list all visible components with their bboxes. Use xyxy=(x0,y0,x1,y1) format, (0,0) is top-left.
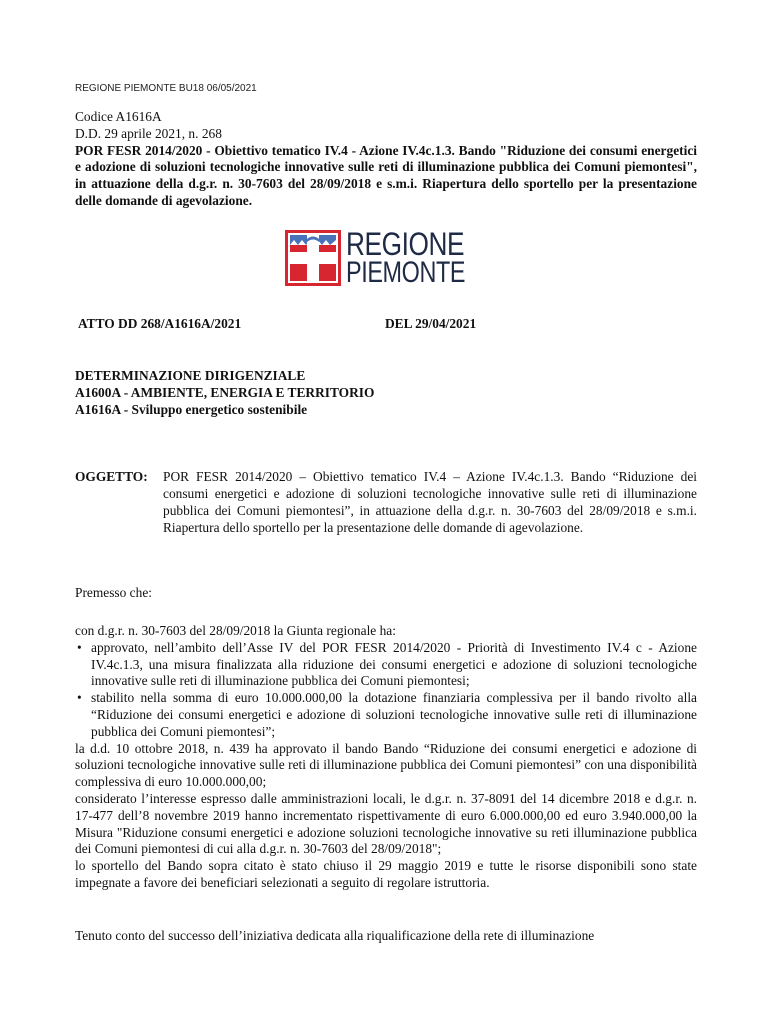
list-item xyxy=(75,690,697,740)
bullet-icon: • xyxy=(77,639,82,655)
logo-word-piemonte: PIEMONTE xyxy=(346,256,466,289)
body-intro: con d.g.r. n. 30-7603 del 28/09/2018 la Giunta regionale ha: xyxy=(75,623,396,638)
determinazione-block xyxy=(75,368,697,418)
bullet-list xyxy=(75,640,697,741)
oggetto-label: OGGETTO: xyxy=(75,469,148,484)
codice-line: Codice A1616A xyxy=(75,109,162,124)
body-text xyxy=(75,623,697,892)
oggetto-text: POR FESR 2014/2020 – Obiettivo tematico IV.4 – Azione IV.4c.1.3. Bando “Riduzione dei consumi energetici e adozione di soluzioni tecnologiche innovative sulle reti di illuminazione pubblica dei Comuni piemontesi”, in attuazione della d.g.r. n. 30-7603 del 28/09/2018 e s.m.i. Riapertura dello sportello per la presentazione delle domande di agevolazione. xyxy=(163,469,697,535)
atto-date: DEL 29/04/2021 xyxy=(385,316,477,331)
bullet-icon: • xyxy=(77,690,82,706)
regione-piemonte-emblem-icon xyxy=(285,230,341,286)
premesso-heading: Premesso che: xyxy=(75,585,152,600)
body-paragraph: considerato l’interesse espresso dalle amministrazioni locali, le d.g.r. n. 37-8091 del 14 dicembre 2018 e d.g.r. n. 17-477 dell’8 novembre 2019 hanno incrementato rispettivamente di euro 6.000.000,00 ed euro 3.940.000,00 la Misura "Riduzione consumi energetici e adozione soluzioni tecnologiche innovative su reti illuminazione pubblica dei Comuni piemontesi di cui alla d.g.r. n. 30-7603 del 28/09/2018"; xyxy=(75,790,697,857)
dd-line: D.D. 29 aprile 2021, n. 268 xyxy=(75,125,222,141)
list-item-text: stabilito nella somma di euro 10.000.000,00 la dotazione finanziaria complessiva per il bando rivolto alla “Riduzione dei consumi energetici e adozione di soluzioni tecnologiche innovative sulle reti di illuminazione pubblica dei Comuni piemontesi”; xyxy=(91,690,697,739)
direzione-line: A1600A - AMBIENTE, ENERGIA E TERRITORIO xyxy=(75,384,375,400)
tenuto-paragraph: Tenuto conto del successo dell’iniziativa dedicata alla riqualificazione della rete di illuminazione xyxy=(75,928,595,943)
body-paragraph: la d.d. 10 ottobre 2018, n. 439 ha approvato il bando Bando “Riduzione dei consumi energetici e adozione di soluzioni tecnologiche innovative sulle reti di illuminazione pubblica dei Comuni piemontesi” con una disponibilità complessiva di euro 10.000.000,00; xyxy=(75,740,697,790)
determinazione-title: DETERMINAZIONE DIRIGENZIALE xyxy=(75,368,306,383)
body-paragraph: lo sportello del Bando sopra citato è stato chiuso il 29 maggio 2019 e tutte le risorse disponibili sono state impegnate a favore dei beneficiari selezionati a seguito di regolare istruttoria. xyxy=(75,858,697,890)
bulletin-header: REGIONE PIEMONTE BU18 06/05/2021 xyxy=(75,83,257,94)
settore-line: A1616A - Sviluppo energetico sostenibile xyxy=(75,401,308,417)
heading-title: POR FESR 2014/2020 - Obiettivo tematico IV.4 - Azione IV.4c.1.3. Bando "Riduzione dei consumi energetici e adozione di soluzioni tecnologiche innovative sulle reti di illuminazione pubblica dei Comuni piemontesi", in attuazione della d.g.r. n. 30-7603 del 28/09/2018 e s.m.i. Riapertura dello sportello per la presentazione delle domande di agevolazione. xyxy=(75,142,697,208)
list-item xyxy=(75,640,697,690)
document-heading xyxy=(75,109,697,210)
logo-word-regione: REGIONE xyxy=(346,226,465,262)
atto-number: ATTO DD 268/A1616A/2021 xyxy=(78,316,242,331)
list-item-text: approvato, nell’ambito dell’Asse IV del POR FESR 2014/2020 - Priorità di Investimento IV.4 c - Azione IV.4c.1.3, una misura finalizzata alla riduzione dei consumi energetici e adozione di soluzioni tecnologiche innovative sulle reti di illuminazione pubblica dei Comuni piemontesi; xyxy=(91,639,697,689)
oggetto-section xyxy=(75,468,697,536)
regione-piemonte-logo xyxy=(285,226,490,289)
